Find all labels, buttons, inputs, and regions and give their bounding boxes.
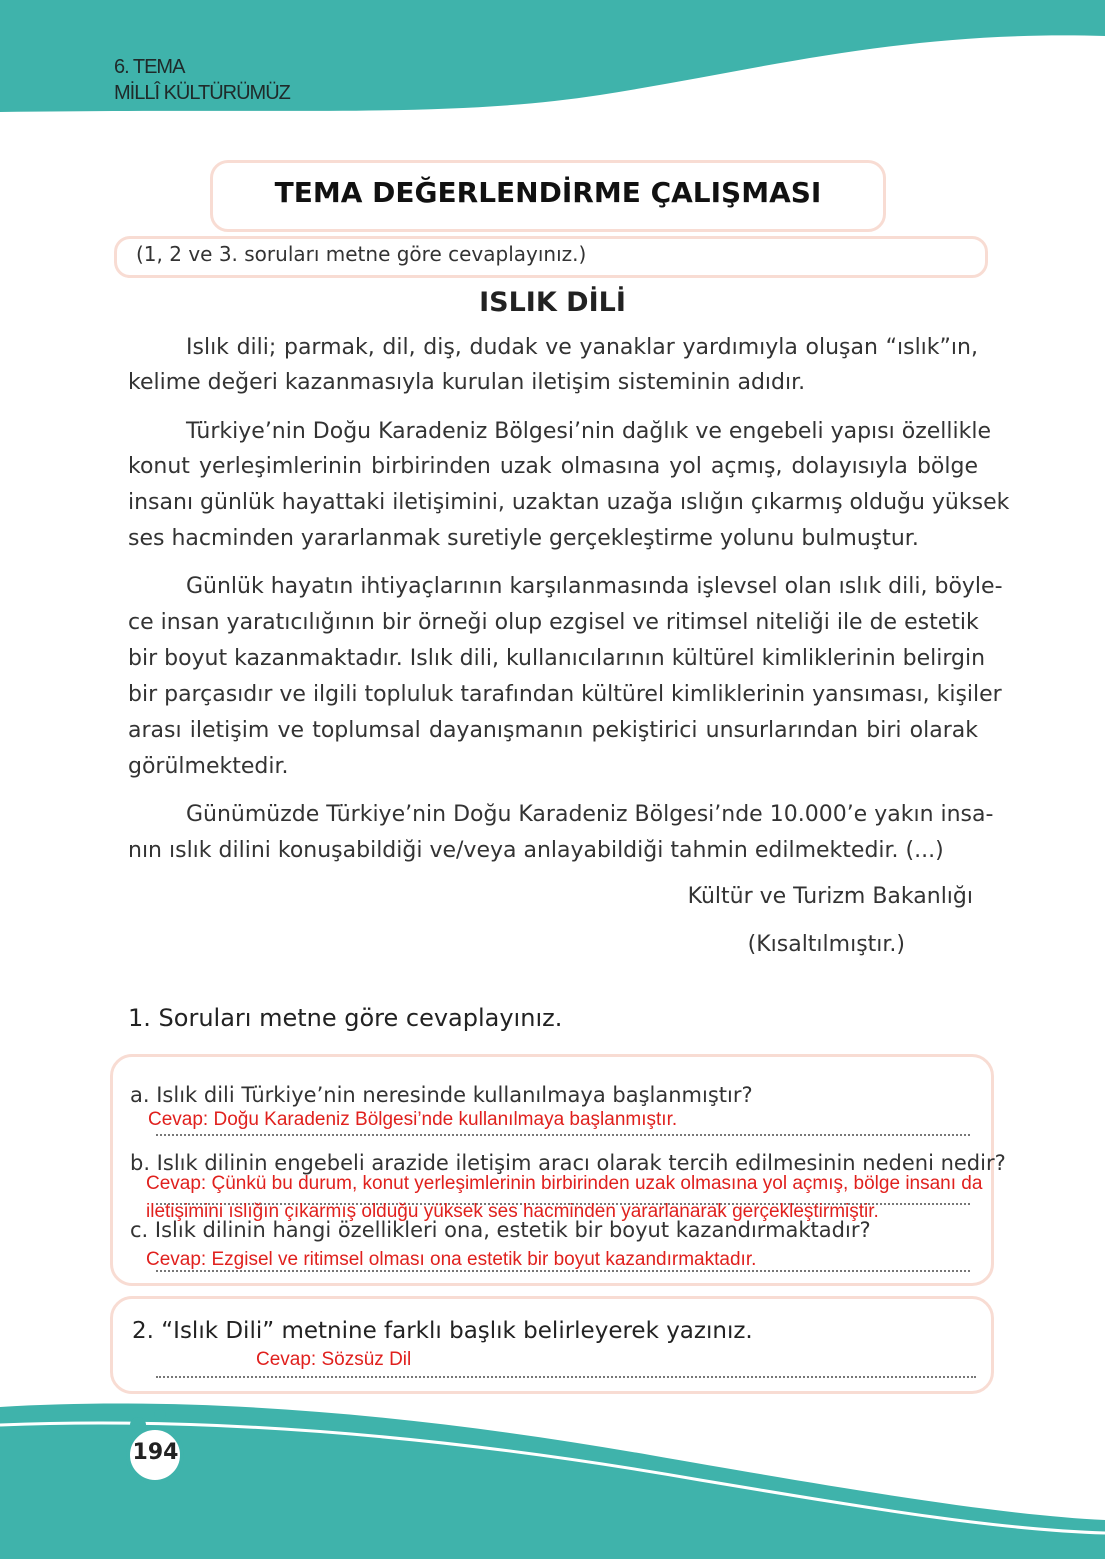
question-1b: b. Islık dilinin engebeli arazide iletişim aracı olarak tercih edilmesinin nedeni nedir? [130,1151,1006,1175]
text-line: nın ıslık dilini konuşabildiği ve/veya anlayabildiği tahmin edilmektedir. (...) [128,838,944,863]
text-line: arası iletişim ve toplumsal dayanışmanın pekiştirici unsurlarından biri olarak [128,718,978,743]
text-line: kelime değeri kazanmasıyla kurulan iletişim sisteminin adıdır. [128,370,806,395]
question-1c: c. Islık dilinin hangi özellikleri ona, estetik bir boyut kazandırmaktadır? [130,1218,871,1242]
answer-2: Cevap: Sözsüz Dil [256,1349,412,1370]
footer-wave [0,1395,1105,1559]
text-line: Günlük hayatın ihtiyaçlarının karşılanmasında işlevsel olan ıslık dili, böyle- [186,574,1003,599]
answer-1c: Cevap: Ezgisel ve ritimsel olması ona estetik bir boyut kazandırmaktadır. [146,1249,757,1270]
theme-number: 6. TEMA [114,56,185,78]
text-line: insanı günlük hayattaki iletişimini, uzaktan uzağa ıslığın çıkarmış olduğu yüksek [128,490,1010,515]
answer-1a: Cevap: Doğu Karadeniz Bölgesi’nde kullanılmaya başlanmıştır. [148,1109,678,1130]
source-note: (Kısaltılmıştır.) [747,932,905,957]
source: Kültür ve Turizm Bakanlığı [687,884,973,909]
text-title: ISLIK DİLİ [479,287,626,318]
text-line: görülmektedir. [128,754,289,779]
question-1a: a. Islık dili Türkiye’nin neresinde kullanılmaya başlanmıştır? [130,1083,753,1107]
text-line: bir parçasıdır ve ilgili topluluk tarafından kültürel kimliklerinin yansıması, kişiler [128,682,1002,707]
page-number: 194 [132,1440,179,1465]
page-title: TEMA DEĞERLENDİRME ÇALIŞMASI [274,176,822,209]
instruction: (1, 2 ve 3. soruları metne göre cevaplayınız.) [136,242,587,266]
text-line: ses hacminden yararlanmak suretiyle gerçekleştirme yolunu bulmuştur. [128,526,919,551]
text-line: Islık dili; parmak, dil, diş, dudak ve yanaklar yardımıyla oluşan “ıslık”ın, [186,335,978,360]
text-line: Günümüzde Türkiye’nin Doğu Karadeniz Bölgesi’nde 10.000’e yakın insa- [186,802,994,827]
text-line: Türkiye’nin Doğu Karadeniz Bölgesi’nin dağlık ve engebeli yapısı özellikle [186,419,991,444]
question-2: 2. “Islık Dili” metnine farklı başlık belirleyerek yazınız. [132,1318,753,1344]
text-line: konut yerleşimlerinin birbirinden uzak olmasına yol açmış, dolayısıyla bölge [128,454,978,479]
answer-1b-line-2: iletişimini ıslığın çıkarmış olduğu yüksek ses hacminden yararlanarak gerçekleştirmiştir. [146,1201,879,1222]
answer-line-1a[interactable] [156,1134,970,1136]
question-2-frame [110,1296,994,1394]
question-1-heading: 1. Soruları metne göre cevaplayınız. [128,1004,563,1032]
text-line: ce insan yaratıcılığının bir örneği olup ezgisel ve ritimsel niteliği ile de estetik [128,610,979,635]
answer-line-2[interactable] [156,1376,976,1378]
theme-header [114,54,290,106]
theme-name: MİLLÎ KÜLTÜRÜMÜZ [114,82,290,104]
answer-1b-line-1: Cevap: Çünkü bu durum, konut yerleşimlerinin birbirinden uzak olmasına yol açmış, bölge insanı da [146,1173,983,1194]
text-line: bir boyut kazanmaktadır. Islık dili, kullanıcılarının kültürel kimliklerinin belirgin [128,646,986,671]
